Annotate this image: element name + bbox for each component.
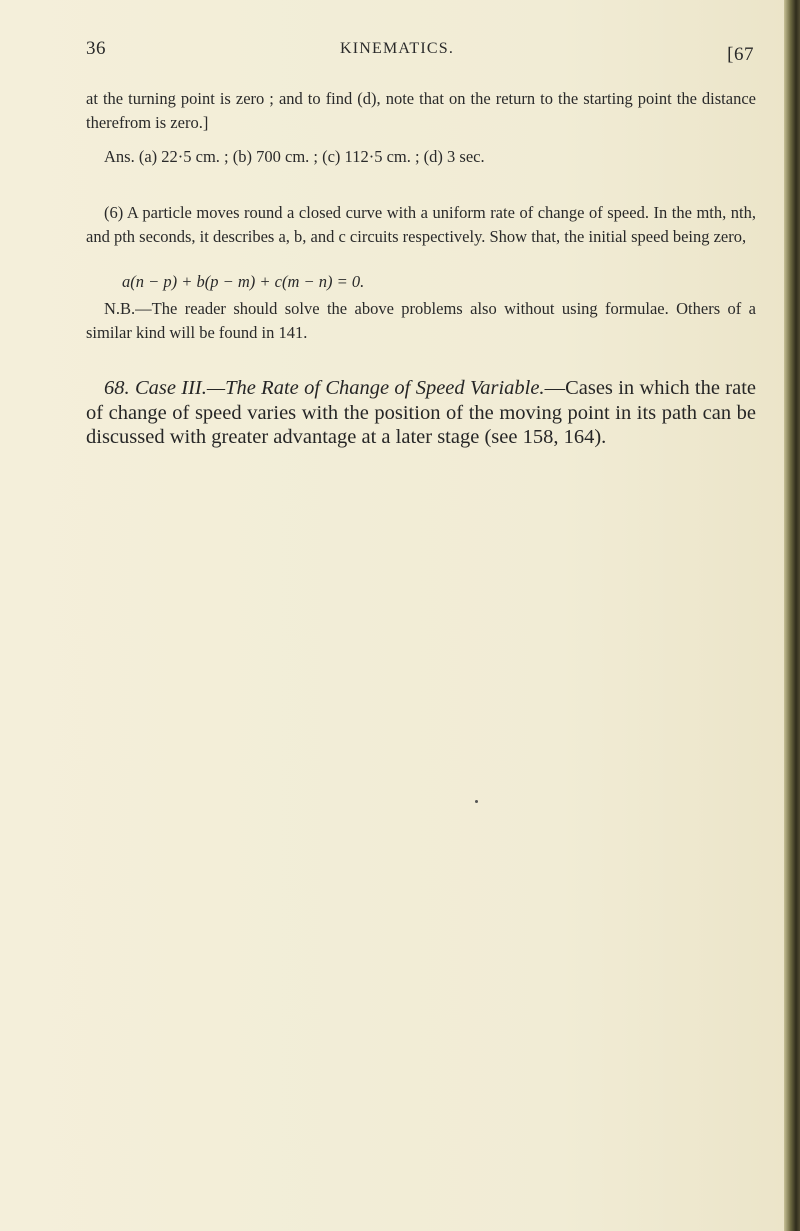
section-mark: [67 (727, 44, 754, 65)
section-68-body: —Cases in which the rate of change of speed varies with the position of the moving point in its path can be discussed with greater advantage at a later stage (see 158, 164). (86, 377, 756, 448)
problem-6-paragraph: (6) A particle moves round a closed curve with a uniform rate of change of speed. In the mth, nth, and pth seconds, it describes a, b, and c circuits respectively. Show that, the initial speed being zero, (86, 203, 756, 246)
answers-line: Ans. (a) 22·5 cm. ; (b) 700 cm. ; (c) 112·5 cm. ; (d) 3 sec. (104, 147, 485, 166)
problem-6-formula: a(n − p) + b(p − m) + c(m − n) = 0. (122, 272, 365, 291)
running-head: KINEMATICS. (340, 40, 455, 57)
print-speck (475, 800, 478, 803)
section-68 (86, 376, 756, 450)
section-68-heading: 68. Case III.—The Rate of Change of Speed Variable. (104, 377, 545, 399)
continuation-paragraph: at the turning point is zero ; and to find (d), note that on the return to the starting point the distance therefrom is zero.] (86, 89, 756, 132)
page-header (86, 38, 754, 68)
page-number: 36 (86, 38, 106, 59)
nb-note: N.B.—The reader should solve the above problems also without using formulae. Others of a similar kind will be found in 141. (86, 299, 756, 342)
book-spine-edge (784, 0, 800, 1231)
